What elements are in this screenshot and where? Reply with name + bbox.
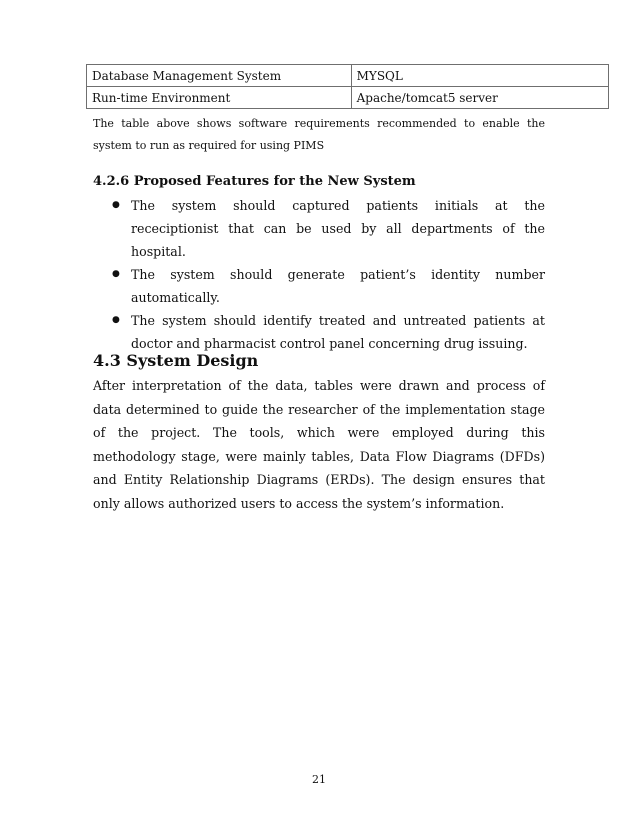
table-cell-value: Apache/tomcat5 server	[351, 87, 608, 109]
table-cell-label: Database Management System	[87, 65, 352, 87]
list-item	[93, 194, 545, 263]
table-cell-label: Run-time Environment	[87, 87, 352, 109]
software-requirements-table	[86, 64, 609, 109]
list-item-text: The system should captured patients initials at the receciptionist that can be used by all departments of the hospital.	[131, 198, 545, 259]
bullet-icon: ●	[112, 200, 120, 210]
system-design-paragraph: After interpretation of the data, tables were drawn and process of data determined to guide the researcher of the implementation stage of the project. The tools, which were employed during this methodology stage, were mainly tables, Data Flow Diagrams (DFDs) and Entity Relationship Diagrams (ERDs). The design ensures that only allows authorized users to access the system’s information.	[93, 378, 545, 511]
bullet-icon: ●	[112, 269, 120, 279]
table-row	[87, 87, 609, 109]
table-cell-value: MYSQL	[351, 65, 608, 87]
table-row	[87, 65, 609, 87]
table-caption: The table above shows software requirements recommended to enable the system to run as required for using PIMS	[93, 117, 545, 152]
list-item	[93, 263, 545, 309]
section-heading-4-2-6: 4.2.6 Proposed Features for the New System	[93, 174, 416, 189]
list-item-text: The system should generate patient’s identity number automatically.	[131, 267, 545, 305]
section-heading-4-3: 4.3 System Design	[93, 351, 259, 370]
list-item-text: The system should identify treated and untreated patients at doctor and pharmacist control panel concerning drug issuing.	[131, 313, 545, 351]
bullet-icon: ●	[112, 315, 120, 325]
proposed-features-list	[93, 194, 545, 355]
list-item	[93, 309, 545, 355]
page-number: 21	[312, 773, 326, 786]
